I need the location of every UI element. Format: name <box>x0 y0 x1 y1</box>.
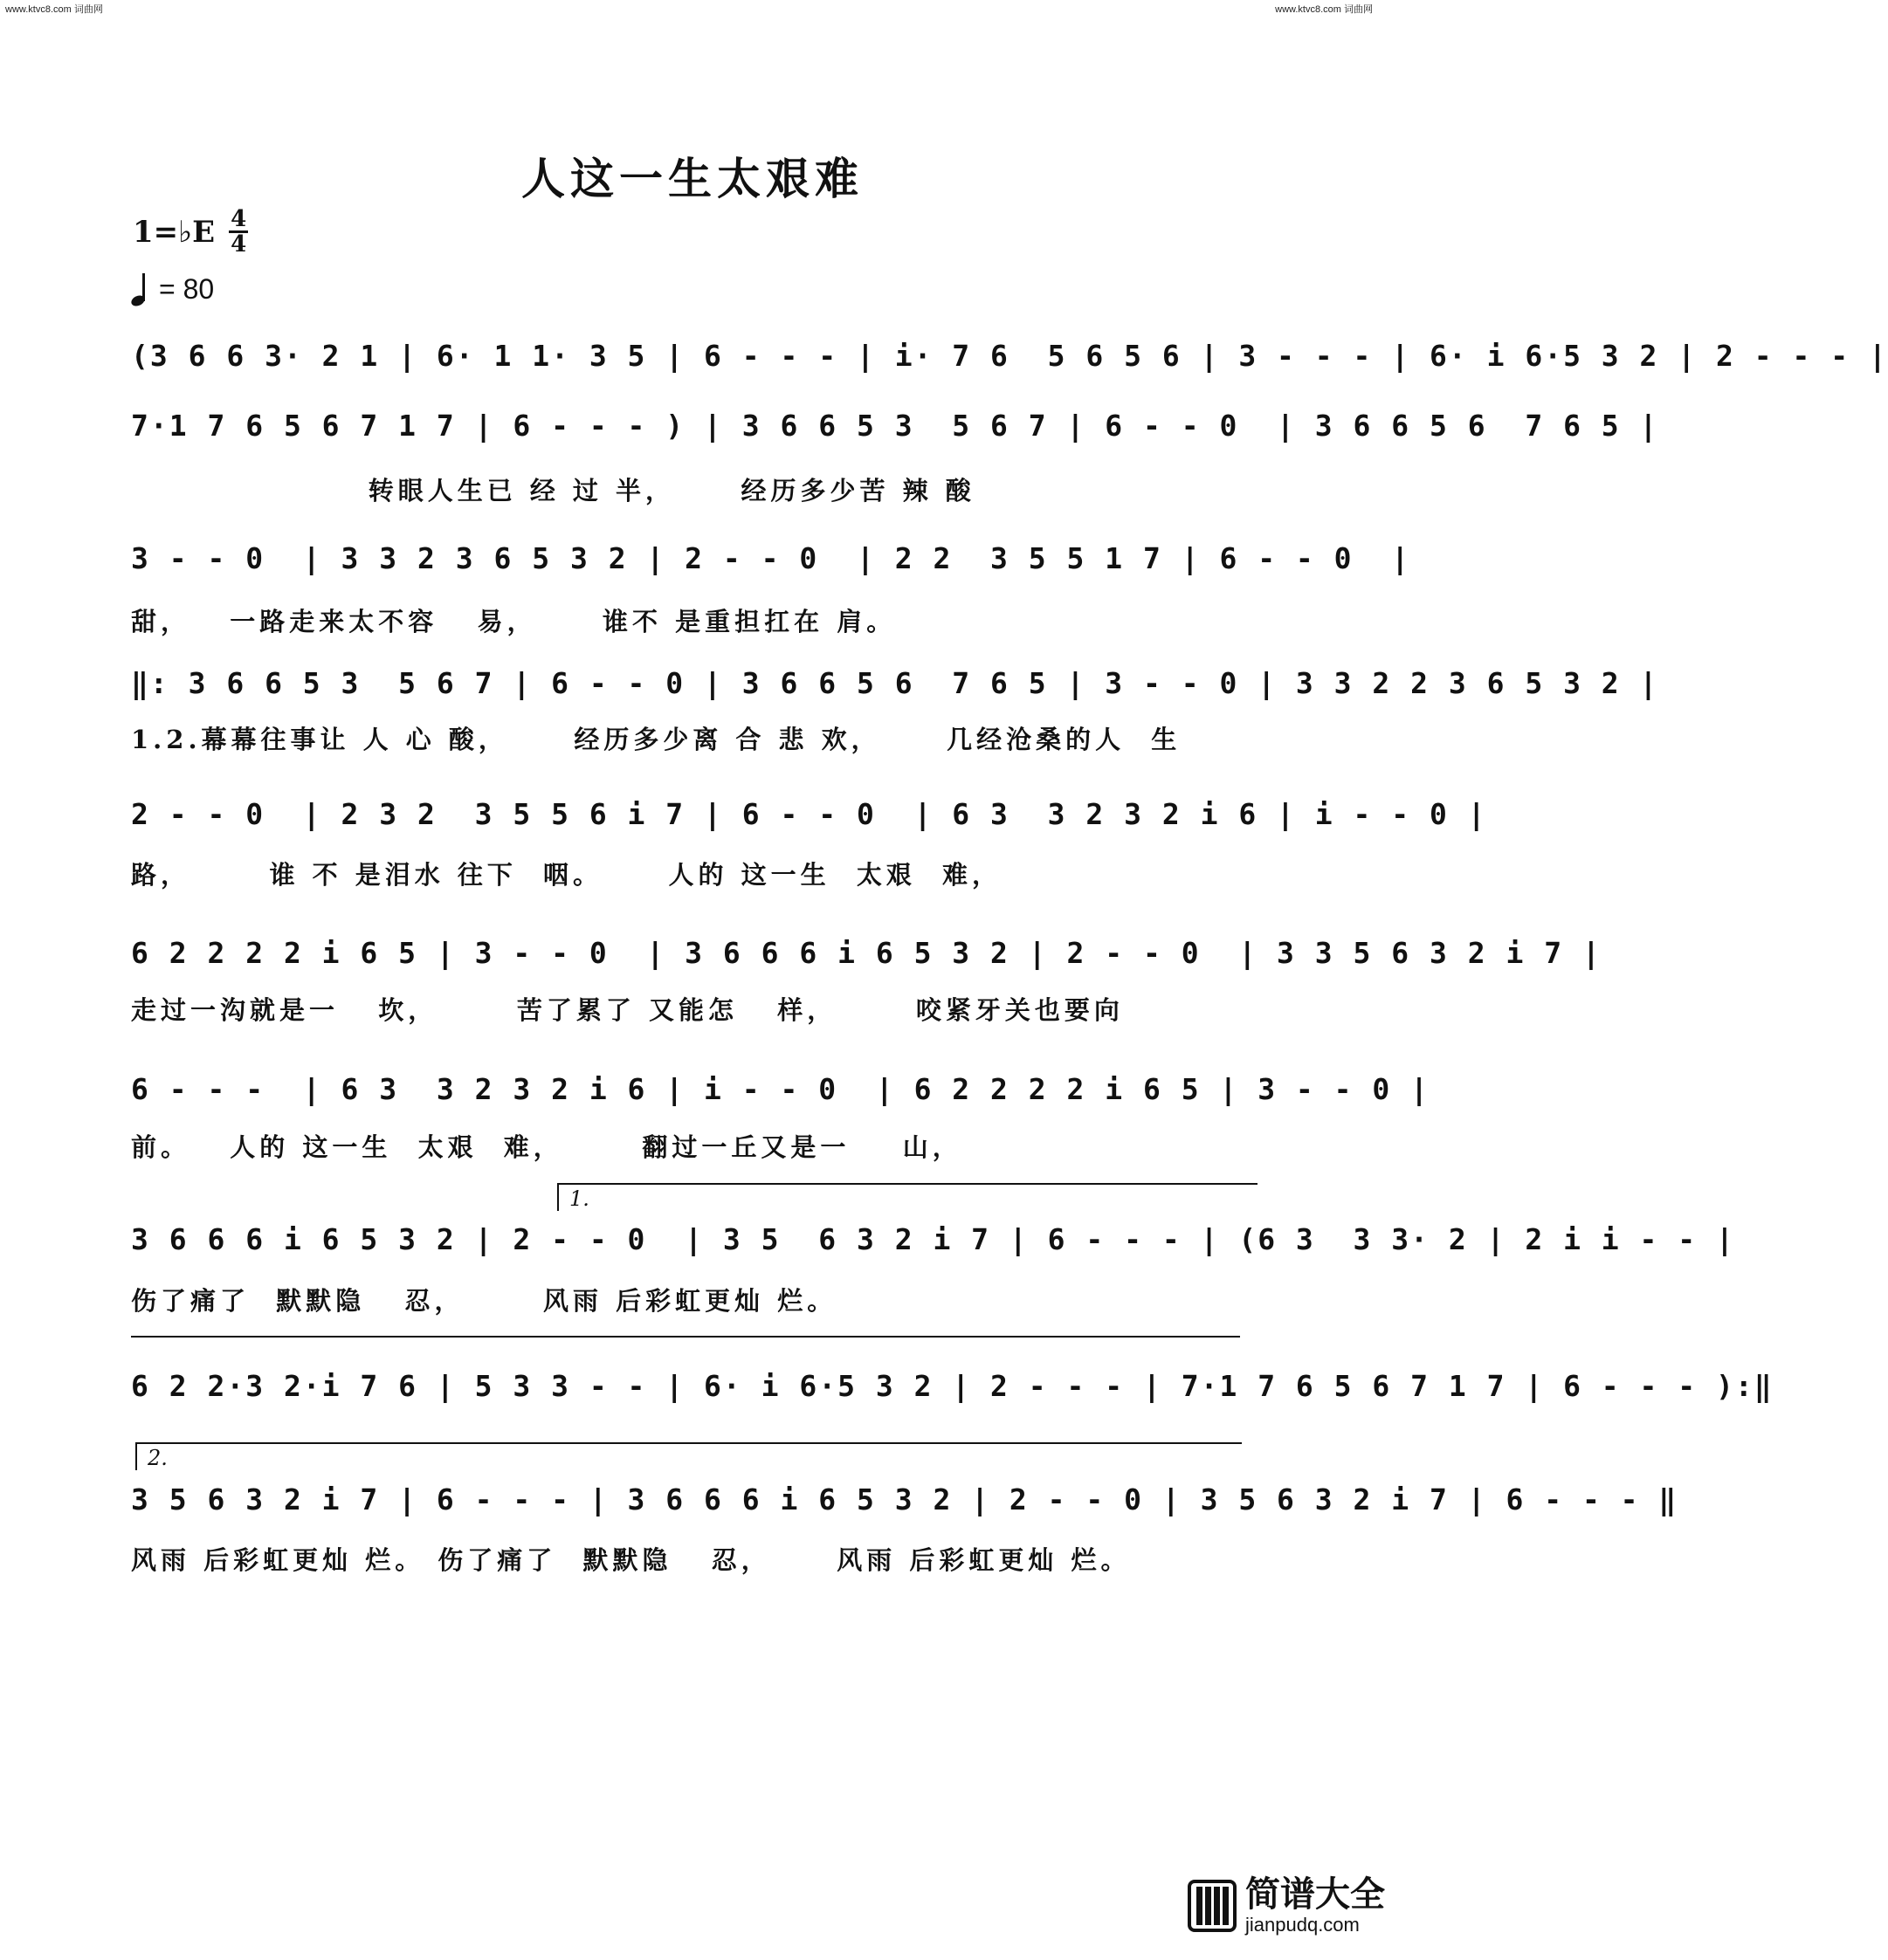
lyrics-row-5: 路， 谁 不 是泪水 往下 咽。 人的 这一生 太艰 难， <box>131 860 1003 890</box>
time-signature-numerator: 4 <box>231 206 247 232</box>
notation-row-3: 3 - - 0 | 3 3 2 3 6 5 3 2 | 2 - - 0 | 2 2 3 5 5 1 7 | 6 - - 0 | <box>131 541 1411 575</box>
notation-row-10: 3 5 6 3 2 i 7 | 6 - - - | 3 6 6 6 i 6 5 3 2 | 2 - - 0 | 3 5 6 3 2 i 7 | 6 - - - ‖ <box>131 1482 1678 1516</box>
volta-first-ending <box>557 1183 1258 1211</box>
notation-row-6: 6 2 2 2 2 i 6 5 | 3 - - 0 | 3 6 6 6 i 6 5 3 2 | 2 - - 0 | 3 3 5 6 3 2 i 7 | <box>131 936 1602 970</box>
key-label: 1=♭E <box>133 214 216 250</box>
key-signature <box>133 208 248 256</box>
site-logo <box>1188 1875 1385 1936</box>
lyrics-row-2: 转眼人生已 经 过 半， 经历多少苦 辣 酸 <box>131 476 975 505</box>
piano-icon <box>1188 1880 1237 1932</box>
volta-second-ending <box>135 1442 1242 1470</box>
volta-first-label: 1. <box>569 1186 589 1211</box>
time-signature <box>229 208 248 256</box>
lyrics-row-3: 甜， 一路走来太不容 易， 谁不 是重担扛在 肩。 <box>131 607 897 636</box>
header-right-watermark: www.ktvc8.com 词曲网 <box>1275 4 1373 15</box>
lyrics-row-4: 1.2.幕幕往事让 人 心 酸， 经历多少离 合 悲 欢， 几经沧桑的人 生 <box>131 725 1182 754</box>
header-left-watermark: www.ktvc8.com 词曲网 <box>5 4 103 15</box>
notation-row-4: ‖: 3 6 6 5 3 5 6 7 | 6 - - 0 | 3 6 6 5 6 7 6 5 | 3 - - 0 | 3 3 2 2 3 6 5 3 2 | <box>131 666 1659 700</box>
lyrics-row-6: 走过一沟就是一 坎， 苦了累了 又能怎 样， 咬紧牙关也要向 <box>131 995 1124 1025</box>
notation-row-9: 6 2 2·3 2·i 7 6 | 5 3 3 - - | 6· i 6·5 3 2 | 2 - - - | 7·1 7 6 5 6 7 1 7 | 6 - - - ):‖ <box>131 1369 1774 1403</box>
lyrics-row-10: 风雨 后彩虹更灿 烂。 伤了痛了 默默隐 忍， 风雨 后彩虹更灿 烂。 <box>131 1545 1131 1575</box>
notation-row-7: 6 - - - | 6 3 3 2 3 2 i 6 | i - - 0 | 6 2 2 2 2 i 6 5 | 3 - - 0 | <box>131 1072 1430 1106</box>
logo-site: jianpudq.com <box>1245 1914 1360 1936</box>
quarter-note-icon <box>131 272 152 306</box>
logo-name: 简谱大全 <box>1245 1874 1385 1915</box>
lyrics-row-8: 伤了痛了 默默隐 忍， 风雨 后彩虹更灿 烂。 <box>131 1286 837 1316</box>
volta-second-label: 2. <box>148 1446 168 1470</box>
tempo-marking <box>131 272 214 306</box>
time-signature-denominator: 4 <box>231 231 247 258</box>
notation-row-5: 2 - - 0 | 2 3 2 3 5 5 6 i 7 | 6 - - 0 | 6 3 3 2 3 2 i 6 | i - - 0 | <box>131 797 1487 831</box>
notation-row-1: (3 6 6 3· 2 1 | 6· 1 1· 3 5 | 6 - - - | i· 7 6 5 6 5 6 | 3 - - - | 6· i 6·5 3 2 | 2 - - - | <box>131 339 1888 373</box>
volta-first-continuation <box>131 1336 1240 1364</box>
song-title: 人这一生太艰难 <box>521 153 864 204</box>
lyrics-row-7: 前。 人的 这一生 太艰 难， 翻过一丘又是一 山， <box>131 1132 962 1162</box>
tempo-value: = 80 <box>159 272 215 305</box>
notation-row-2: 7·1 7 6 5 6 7 1 7 | 6 - - - ) | 3 6 6 5 3 5 6 7 | 6 - - 0 | 3 6 6 5 6 7 6 5 | <box>131 409 1659 443</box>
notation-row-8: 3 6 6 6 i 6 5 3 2 | 2 - - 0 | 3 5 6 3 2 i 7 | 6 - - - | (6 3 3 3· 2 | 2 i i - - | <box>131 1222 1735 1256</box>
